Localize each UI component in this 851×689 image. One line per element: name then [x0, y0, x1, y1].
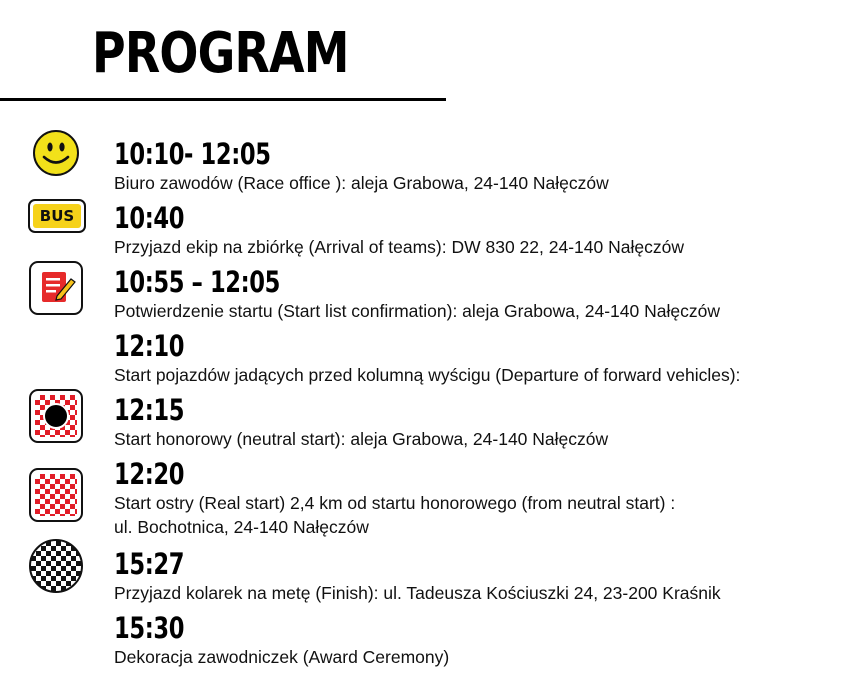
entry-description-line2: ul. Bochotnica, 24-140 Nałęczów: [114, 517, 369, 537]
bus-icon-label: BUS: [33, 204, 81, 228]
title-underline: [0, 98, 446, 101]
entry-time: 10:40: [114, 201, 185, 235]
entry-description: Biuro zawodów (Race office ): aleja Grabowa, 24-140 Nałęczów: [114, 173, 609, 193]
page-title: PROGRAM: [92, 21, 349, 86]
finish-flag-icon: [29, 539, 83, 593]
neutral-start-icon: [29, 389, 83, 443]
entry-time: 12:15: [114, 393, 185, 427]
smiley-icon: [33, 130, 79, 176]
real-start-flag-icon: [29, 468, 83, 522]
entry-description: [114, 491, 834, 539]
entry-time: 10:55 – 12:05: [114, 265, 280, 299]
entry-description: Potwierdzenie startu (Start list confirmation): aleja Grabowa, 24-140 Nałęczów: [114, 301, 720, 321]
entry-description: Przyjazd ekip na zbiórkę (Arrival of teams): DW 830 22, 24-140 Nałęczów: [114, 237, 684, 257]
entry-time: 15:30: [114, 611, 185, 645]
entry-time: 15:27: [114, 547, 185, 581]
entry-description: Przyjazd kolarek na metę (Finish): ul. Tadeusza Kościuszki 24, 23-200 Kraśnik: [114, 583, 721, 603]
entry-description: Start pojazdów jadących przed kolumną wyścigu (Departure of forward vehicles):: [114, 365, 741, 385]
entry-time: 12:20: [114, 457, 185, 491]
entry-time: 12:10: [114, 329, 185, 363]
entry-description-line1: Start ostry (Real start) 2,4 km od startu honorowego (from neutral start) :: [114, 493, 676, 513]
entry-description: Start honorowy (neutral start): aleja Grabowa, 24-140 Nałęczów: [114, 429, 609, 449]
checklist-icon: [29, 261, 83, 315]
entry-time: 10:10- 12:05: [114, 137, 271, 171]
entry-description: Dekoracja zawodniczek (Award Ceremony): [114, 647, 450, 667]
bus-icon: [28, 199, 86, 233]
